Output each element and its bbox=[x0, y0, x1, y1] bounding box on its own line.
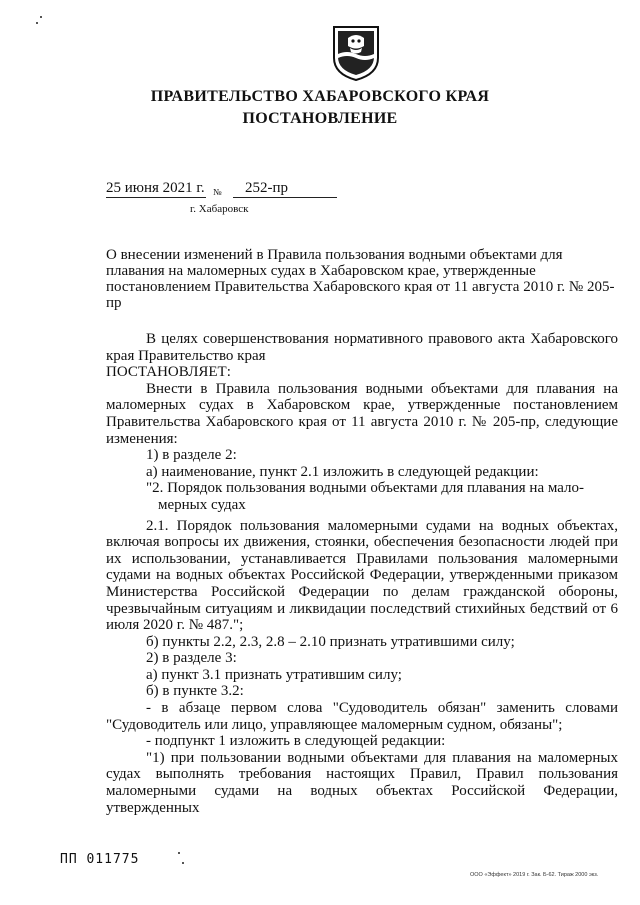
number-label: № bbox=[213, 187, 222, 197]
list-item-2a: а) пункт 3.1 признать утратившим силу; bbox=[146, 666, 402, 683]
scan-speck bbox=[182, 862, 184, 864]
preamble-paragraph: В целях совершенствования нормативного правового акта Хабаровского края Правительство края bbox=[106, 331, 618, 364]
document-body bbox=[106, 331, 618, 816]
list-item-2: 2) в разделе 3: bbox=[146, 650, 237, 667]
quoted-heading-line-2: мерных судах bbox=[158, 496, 246, 513]
quoted-heading bbox=[106, 480, 618, 513]
document-city: г. Хабаровск bbox=[190, 203, 249, 215]
scan-speck bbox=[36, 22, 38, 24]
document-date: 25 июня 2021 г. bbox=[106, 180, 205, 196]
quoted-subpoint-1: "1) при пользовании водными объектами для плавания на маломерных судах выполнять требования настоящих Правил, Правил пользования маломерными судами на водных объектах Российской Федерации, утвержденных bbox=[106, 749, 618, 816]
list-item-1b: б) пункты 2.2, 2.3, 2.8 – 2.10 признать утратившими силу; bbox=[146, 633, 515, 650]
intro-paragraph: Внести в Правила пользования водными объектами для плавания на маломерных судах в Хабаровском крае, утвержденные постановлением Правительства Хабаровского края от 11 августа 2010 г. № 205-пр, следующие изменения: bbox=[106, 380, 618, 447]
resolves-heading: ПОСТАНОВЛЯЕТ: bbox=[106, 364, 231, 381]
list-item-1a: а) наименование, пункт 2.1 изложить в следующей редакции: bbox=[146, 463, 539, 480]
list-item-1: 1) в разделе 2: bbox=[146, 447, 237, 464]
printer-imprint: ООО «Эффект» 2019 г. Зак. Б-62. Тираж 2000 экз. bbox=[470, 872, 599, 878]
coat-of-arms-emblem bbox=[331, 24, 381, 82]
list-item-2b: б) в пункте 3.2: bbox=[146, 683, 244, 700]
document-subject: О внесении изменений в Правила пользования водными объектами для плавания на маломерных судах в Хабаровском крае, утвержденные постановлением Правительства Хабаровского края от 11 августа 2010 г. № 205-пр bbox=[106, 247, 615, 311]
quoted-heading-line-1: "2. Порядок пользования водными объектами для плавания на мало- bbox=[146, 480, 585, 497]
serial-number: ПП 011775 bbox=[60, 852, 140, 867]
scan-speck bbox=[178, 852, 180, 854]
organization-title: ПРАВИТЕЛЬСТВО ХАБАРОВСКОГО КРАЯ bbox=[150, 88, 490, 105]
document-number: 252-пр bbox=[233, 180, 337, 198]
point-2-1-paragraph: 2.1. Порядок пользования маломерными судами на водных объектах, включая вопросы их движения, стоянки, обеспечения безопасности людей при их использовании, устанавливается Правилами пользования маломерными судами на водных объектах Российской Федерации, утвержденными приказом Министерства Российской Федерации по делам гражданской обороны, чрезвычайным ситуациям и ликвидации последствий стихийных бедствий от 6 июля 2020 г. № 487."; bbox=[106, 517, 618, 634]
list-item-2b-dash-2: - подпункт 1 изложить в следующей редакции: bbox=[146, 733, 446, 750]
document-type-title: ПОСТАНОВЛЕНИЕ bbox=[242, 110, 398, 127]
scan-speck bbox=[40, 16, 42, 18]
list-item-2b-dash-1: - в абзаце первом слова "Судоводитель обязан" заменить словами "Судоводитель или лицо, управляющее маломерным судном, обязаны"; bbox=[106, 700, 618, 733]
